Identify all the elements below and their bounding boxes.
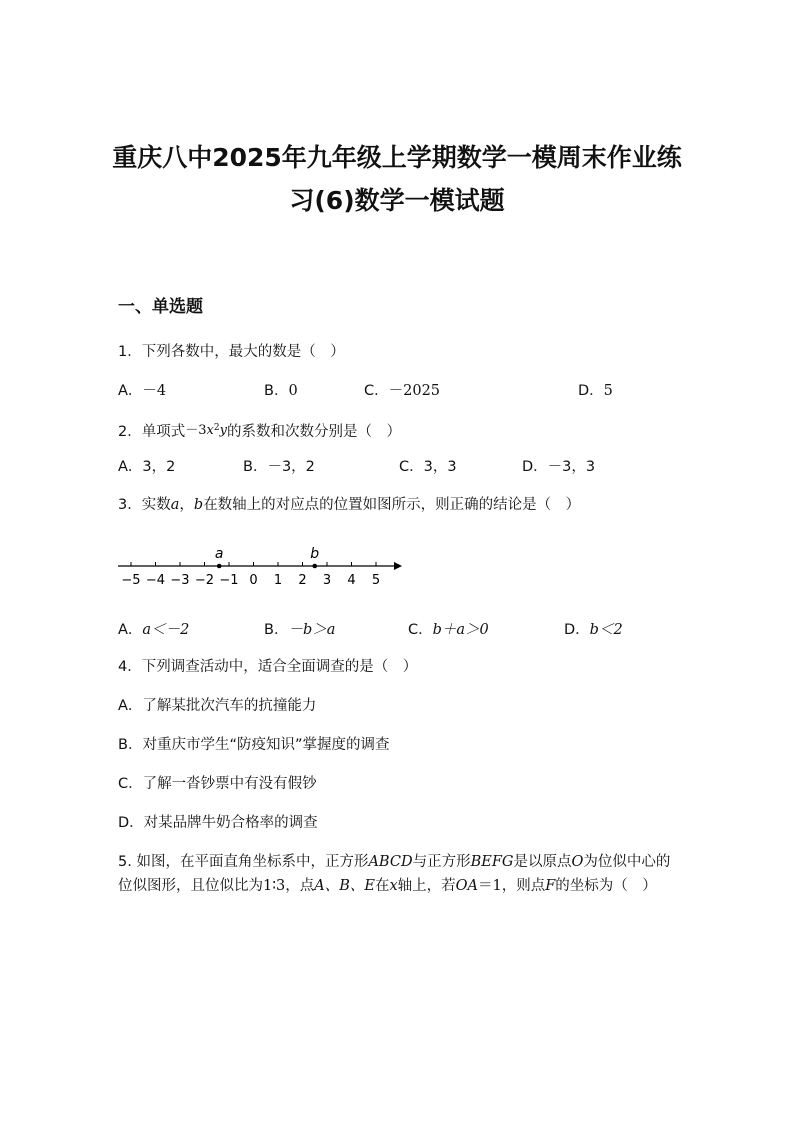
axis-arrow [394, 562, 402, 570]
option-value: b＜2 [589, 622, 623, 638]
math-ratio: 1∶3 [263, 878, 286, 894]
math-f: F [545, 878, 556, 894]
question-2-stem [118, 418, 401, 442]
option-label: D． [118, 815, 144, 831]
document-title-line-1: 重庆八中2025年九年级上学期数学一模周末作业练 [112, 143, 682, 172]
variable-b: b [193, 497, 204, 513]
tick-label: −4 [145, 573, 166, 588]
point-b [312, 564, 317, 569]
stem-text: 2．单项式 [118, 423, 186, 440]
tick-label: −3 [170, 573, 190, 588]
option-label: A． [118, 698, 143, 714]
option-value: 0 [288, 383, 298, 399]
tick-label: 5 [371, 573, 381, 588]
option-label: B． [264, 622, 289, 638]
option-value: 3，3 [423, 459, 457, 475]
q4-option-c [118, 774, 317, 794]
option-value: －3，3 [547, 459, 596, 475]
q2-option-a [118, 457, 175, 477]
math-abcd: ABCD [368, 854, 413, 870]
q4-option-b [118, 735, 389, 755]
monomial-x: x [206, 422, 214, 438]
option-label: C． [408, 622, 433, 638]
stem-text: 与正方形 [412, 854, 471, 870]
point-a-label: a [214, 546, 224, 562]
stem-text: ，则点 [501, 878, 546, 894]
option-label: B． [118, 737, 143, 753]
option-value: －b＞a [288, 622, 336, 638]
option-value: 了解某批次汽车的抗撞能力 [142, 698, 317, 714]
option-value: －4 [142, 383, 167, 399]
math-eq-1: ＝1 [478, 878, 502, 894]
q3-option-c [408, 620, 489, 640]
option-label: D． [578, 383, 604, 399]
tick-label: 0 [249, 573, 258, 588]
variable-a: a [170, 497, 180, 513]
tick-label: −5 [121, 573, 141, 588]
option-label: D． [564, 622, 590, 638]
question-3-stem [118, 495, 580, 515]
q3-option-d [564, 620, 623, 640]
tick-label: 4 [347, 573, 356, 588]
q2-option-c [399, 457, 457, 477]
stem-text: 是以原点 [513, 854, 572, 870]
option-label: A． [118, 459, 143, 475]
math-o: O [571, 854, 584, 870]
math-x: x [389, 878, 398, 894]
q4-option-a [118, 696, 316, 716]
option-value: a＜－2 [142, 622, 190, 638]
q1-option-b [264, 381, 298, 401]
monomial-y: y [219, 422, 227, 438]
option-label: D． [522, 459, 548, 475]
stem-text: 3．实数 [118, 497, 171, 513]
option-value: 对某品牌牛奶合格率的调查 [143, 815, 318, 831]
math-oa: OA [455, 878, 478, 894]
number-line-figure [110, 540, 410, 590]
q1-option-a [118, 381, 166, 401]
stem-text: ， [179, 497, 194, 513]
option-value: 了解一沓钞票中有没有假钞 [142, 776, 317, 792]
option-value: －3，2 [267, 459, 315, 475]
question-5-stem [118, 850, 678, 898]
math-points: A、B、E [314, 878, 375, 894]
number-line-axis [118, 562, 402, 570]
option-label: A． [118, 383, 143, 399]
q4-option-d [118, 813, 318, 833]
option-label: C． [118, 776, 143, 792]
option-label: B． [264, 383, 289, 399]
document-title-line-2: 习(6)数学一模试题 [289, 186, 505, 215]
option-value: 3，2 [142, 459, 176, 475]
option-value: b＋a＞0 [432, 622, 489, 638]
stem-text: 的坐标为（ ） [555, 878, 657, 894]
stem-text: 在 [374, 878, 390, 894]
q1-option-d [578, 381, 613, 401]
q2-option-b [243, 457, 315, 477]
math-befg: BEFG [470, 854, 514, 870]
question-1-stem: 1．下列各数中，最大的数是（ ） [118, 344, 345, 360]
stem-text: 在数轴上的对应点的位置如图所示，则正确的结论是（ ） [203, 497, 581, 513]
point-a [217, 564, 222, 569]
section-heading-single-choice: 一、单选题 [118, 297, 203, 317]
point-b-label: b [310, 546, 320, 562]
tick-label: −2 [194, 573, 215, 588]
monomial-coefficient: －3 [185, 422, 207, 438]
monomial-exponent: 2 [213, 423, 220, 433]
option-label: C． [399, 459, 424, 475]
q1-option-c [364, 381, 440, 401]
tick-label: 1 [273, 573, 283, 588]
stem-text: 5. 如图，在平面直角坐标系中，正方形 [118, 854, 369, 870]
stem-text: 的系数和次数分别是（ ） [226, 423, 401, 440]
q3-option-a [118, 620, 189, 640]
option-value: －2025 [388, 383, 441, 399]
option-value: 5 [603, 383, 613, 399]
option-label: A． [118, 622, 143, 638]
option-value: 对重庆市学生“防疫知识”掌握度的调查 [142, 737, 390, 753]
stem-text: ，点 [285, 878, 315, 894]
tick-label: 3 [322, 573, 332, 588]
question-4-stem: 4．下列调查活动中，适合全面调查的是（ ） [118, 659, 418, 675]
stem-text: 为位似中心的位似图形，且位似比为 [118, 854, 671, 894]
tick-label: 2 [298, 573, 307, 588]
q3-option-b [264, 620, 335, 640]
option-label: B． [243, 459, 268, 475]
option-label: C． [364, 383, 389, 399]
tick-label: −1 [219, 573, 239, 588]
stem-text: 轴上，若 [397, 878, 456, 894]
q2-option-d [522, 457, 595, 477]
